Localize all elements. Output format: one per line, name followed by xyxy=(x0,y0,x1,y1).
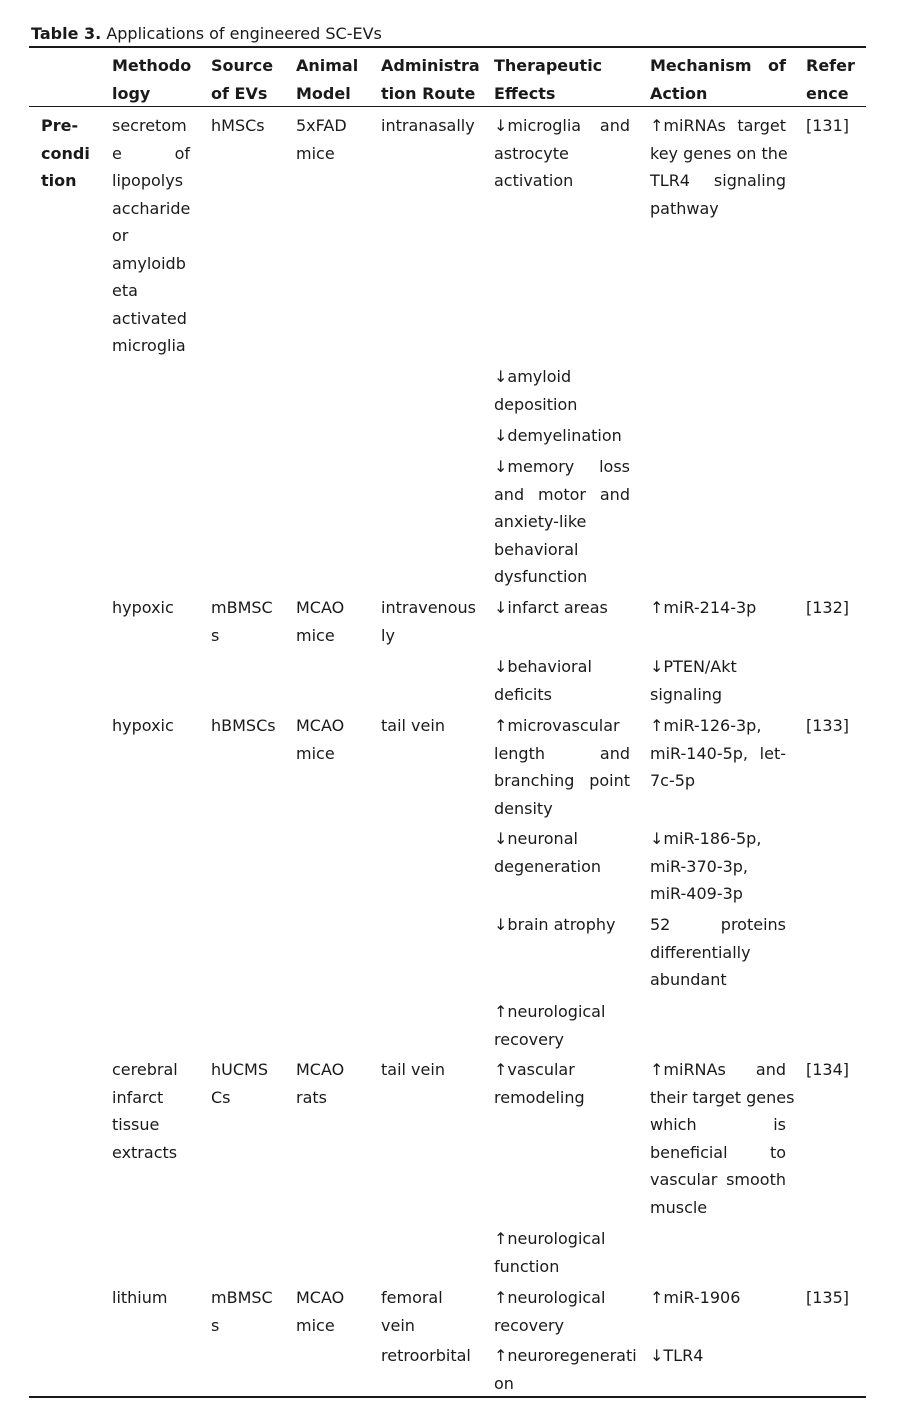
cell-word: point xyxy=(589,771,630,790)
cell-line: tail vein xyxy=(381,1060,445,1079)
cell-line: ↓PTEN/Akt xyxy=(650,657,737,676)
cell-line: Therapeutic xyxy=(494,56,603,75)
cell-word: TLR4 xyxy=(650,171,690,190)
cell-therapeutic-effect xyxy=(494,1342,637,1397)
cell-line xyxy=(494,740,630,768)
cell-line: ↓neuronal xyxy=(494,829,578,848)
cell-word: ↑miRNAs xyxy=(650,1060,726,1079)
cell-therapeutic-effect xyxy=(494,712,630,822)
cell-therapeutic-effect xyxy=(494,453,630,591)
cell-source xyxy=(211,112,279,140)
table-caption-text: Applications of engineered SC-EVs xyxy=(106,24,382,43)
cell-line: intranasally xyxy=(381,116,475,135)
cell-line: MCAO xyxy=(296,598,345,617)
cell-line: ↑miR-126-3p, xyxy=(650,716,762,735)
cell-animal-model xyxy=(296,1056,362,1111)
cell-line: miR-370-3p, xyxy=(650,856,749,876)
cell-line: extracts xyxy=(112,1142,178,1162)
cell-line: or xyxy=(112,226,129,245)
cell-line: hypoxic xyxy=(112,716,174,735)
cell-line: eta xyxy=(112,281,138,300)
cell-line: pathway xyxy=(650,198,719,218)
cell-line: ↓brain atrophy xyxy=(494,915,616,934)
cell-reference: [135] xyxy=(806,1288,850,1307)
cell-therapeutic-effect xyxy=(494,422,630,450)
cell-word: Mechanism xyxy=(650,56,752,75)
cell-line: ↑neuroregenerati xyxy=(494,1346,637,1365)
header-source xyxy=(211,52,279,107)
cell-line: s xyxy=(211,1315,220,1335)
cell-line: secretom xyxy=(112,116,187,135)
cell-line: signaling xyxy=(650,684,723,704)
cell-line xyxy=(112,140,190,168)
cell-line: deficits xyxy=(494,684,552,704)
table-caption xyxy=(31,22,382,46)
cell-line: accharide xyxy=(112,198,191,218)
cell-line: dysfunction xyxy=(494,567,588,586)
cell-animal-model xyxy=(296,594,362,649)
cell-line: ↑neurological xyxy=(494,1002,606,1021)
cell-line: key genes on the xyxy=(650,143,788,163)
cell-line: ↑neurological xyxy=(494,1288,606,1307)
cell-therapeutic-effect xyxy=(494,594,630,622)
cell-line: ↑miR-214-3p xyxy=(650,598,757,617)
cell-line: condi xyxy=(41,143,90,163)
cell-line: MCAO xyxy=(296,716,345,735)
cell-therapeutic-effect xyxy=(494,112,630,195)
cell-line xyxy=(650,52,786,80)
cell-line xyxy=(650,1056,786,1084)
cell-line: Pre- xyxy=(41,116,79,135)
cell-line: tion Route xyxy=(381,83,476,103)
cell-line xyxy=(650,167,786,195)
cell-line: MCAO xyxy=(296,1288,345,1307)
cell-administration-route xyxy=(381,112,477,140)
cell-reference: [131] xyxy=(806,116,850,135)
cell-mechanism xyxy=(650,1284,786,1312)
cell-line: of EVs xyxy=(211,83,268,103)
cell-line: MCAO xyxy=(296,1060,345,1079)
cell-line: ↓amyloid xyxy=(494,367,572,386)
cell-word: length xyxy=(494,743,545,763)
cell-word: beneficial xyxy=(650,1142,728,1162)
cell-word: vascular xyxy=(650,1170,718,1189)
cell-line: ↓miR-186-5p, xyxy=(650,829,762,848)
cell-line: Methodo xyxy=(112,56,192,75)
cell-line: 7c-5p xyxy=(650,771,696,790)
cell-word: target xyxy=(737,116,786,135)
cell-word: ↓memory xyxy=(494,457,575,476)
cell-line: Effects xyxy=(494,83,556,103)
cell-line: ly xyxy=(381,625,395,645)
cell-therapeutic-effect xyxy=(494,825,630,880)
cell-line: miR-409-3p xyxy=(650,884,743,903)
cell-source xyxy=(211,594,279,649)
cell-line: Animal xyxy=(296,56,359,75)
table-caption-label: Table 3. xyxy=(31,24,102,43)
cell-line: Source xyxy=(211,56,274,75)
cell-word: and xyxy=(755,1060,786,1079)
cell-line: their target genes xyxy=(650,1087,795,1107)
cell-therapeutic-effect xyxy=(494,998,630,1053)
cell-administration-route xyxy=(381,594,477,649)
cell-line: mBMSC xyxy=(211,1288,273,1307)
cell-animal-model xyxy=(296,112,362,167)
category-label xyxy=(41,112,89,195)
cell-line: recovery xyxy=(494,1029,565,1049)
cell-word: proteins xyxy=(720,915,786,934)
cell-line: remodeling xyxy=(494,1087,585,1107)
cell-reference: [132] xyxy=(806,598,850,617)
cell-line: ↑microvascular xyxy=(494,716,620,735)
cell-line: ↑neurological xyxy=(494,1229,606,1248)
cell-word: signaling xyxy=(713,171,786,190)
cell-line: s xyxy=(211,625,220,645)
header-therapeutic-effects xyxy=(494,52,630,107)
cell-line: astrocyte xyxy=(494,143,569,163)
cell-line: microglia xyxy=(112,336,186,355)
cell-animal-model xyxy=(296,712,362,767)
cell-line: logy xyxy=(112,83,151,103)
cell-mechanism xyxy=(650,1342,786,1370)
cell-methodology xyxy=(112,594,190,622)
cell-animal-model xyxy=(296,1284,362,1339)
cell-line: ↓demyelination xyxy=(494,426,622,445)
header-administration-route xyxy=(381,52,480,107)
cell-line: vein xyxy=(381,1315,415,1335)
cell-administration-route xyxy=(381,712,477,740)
cell-mechanism xyxy=(650,825,786,908)
cell-line xyxy=(494,767,630,795)
cell-line: activated xyxy=(112,308,187,328)
cell-mechanism xyxy=(650,1056,795,1221)
cell-line xyxy=(650,911,786,939)
cell-line xyxy=(650,1111,786,1139)
cell-line: mice xyxy=(296,625,335,645)
cell-line xyxy=(494,481,630,509)
cell-word: branching xyxy=(494,771,575,790)
cell-word: ↓microglia xyxy=(494,116,582,135)
cell-line xyxy=(650,1139,786,1167)
cell-line: ↓behavioral xyxy=(494,657,592,676)
cell-line: hypoxic xyxy=(112,598,174,617)
cell-line: tion xyxy=(41,171,77,190)
cell-line xyxy=(494,112,630,140)
cell-methodology xyxy=(112,712,190,740)
cell-word: of xyxy=(768,56,786,75)
cell-administration-route xyxy=(381,1056,477,1084)
table-bottom-rule xyxy=(29,1396,866,1398)
cell-line: ence xyxy=(806,83,849,103)
cell-word: smooth xyxy=(726,1170,786,1189)
cell-line: amyloidb xyxy=(112,253,186,273)
cell-therapeutic-effect xyxy=(494,363,630,418)
cell-reference: [134] xyxy=(806,1060,850,1079)
cell-word: loss xyxy=(599,457,630,476)
cell-line: Cs xyxy=(211,1087,231,1107)
cell-line: hMSCs xyxy=(211,116,265,135)
cell-word: to xyxy=(769,1142,786,1162)
cell-line: degeneration xyxy=(494,856,602,876)
cell-reference: [133] xyxy=(806,716,850,735)
cell-mechanism xyxy=(650,653,786,708)
cell-line: rats xyxy=(296,1087,327,1107)
cell-line: ↑vascular xyxy=(494,1060,575,1079)
cell-source xyxy=(211,712,279,740)
cell-line xyxy=(650,112,786,140)
cell-line: ↓TLR4 xyxy=(650,1346,704,1365)
cell-line: mice xyxy=(296,143,335,163)
header-reference xyxy=(806,52,856,107)
cell-line: activation xyxy=(494,171,574,190)
cell-line: hBMSCs xyxy=(211,716,276,735)
cell-line: infarct xyxy=(112,1087,164,1107)
header-mechanism xyxy=(650,52,786,107)
cell-word: let- xyxy=(759,743,786,763)
cell-administration-route xyxy=(381,1342,477,1370)
cell-line: mBMSC xyxy=(211,598,273,617)
cell-word: is xyxy=(773,1115,786,1134)
cell-methodology xyxy=(112,1284,190,1312)
cell-word: miR-140-5p, xyxy=(650,743,749,763)
table-top-rule xyxy=(29,46,866,48)
cell-line: ↓infarct areas xyxy=(494,598,608,617)
cell-line: hUCMS xyxy=(211,1060,268,1079)
cell-line: lipopolys xyxy=(112,171,184,190)
cell-line: on xyxy=(494,1373,514,1393)
cell-line: Model xyxy=(296,83,351,103)
cell-word: and xyxy=(599,743,630,763)
cell-line: function xyxy=(494,1256,560,1276)
cell-line: retroorbital xyxy=(381,1346,471,1365)
cell-line xyxy=(650,1166,786,1194)
cell-mechanism xyxy=(650,911,786,994)
cell-therapeutic-effect xyxy=(494,653,630,708)
cell-therapeutic-effect xyxy=(494,911,630,939)
cell-line: behavioral xyxy=(494,539,579,559)
cell-line: Action xyxy=(650,83,708,103)
cell-line: 5xFAD xyxy=(296,116,347,135)
cell-mechanism xyxy=(650,712,786,795)
cell-line: muscle xyxy=(650,1197,708,1217)
cell-source xyxy=(211,1056,279,1111)
cell-line: lithium xyxy=(112,1288,168,1307)
cell-line: mice xyxy=(296,1315,335,1335)
cell-word: and xyxy=(494,484,525,504)
cell-mechanism xyxy=(650,594,786,622)
cell-word: motor xyxy=(537,484,586,504)
cell-line: abundant xyxy=(650,970,727,989)
cell-line: cerebral xyxy=(112,1060,178,1079)
cell-methodology xyxy=(112,112,190,360)
cell-word: and xyxy=(599,116,630,135)
cell-line: Refer xyxy=(806,56,855,75)
cell-line: recovery xyxy=(494,1315,565,1335)
cell-methodology xyxy=(112,1056,190,1166)
cell-word: ↑miRNAs xyxy=(650,116,726,135)
cell-source xyxy=(211,1284,279,1339)
cell-line: intravenous xyxy=(381,598,476,617)
cell-line: ↑miR-1906 xyxy=(650,1288,741,1307)
cell-therapeutic-effect xyxy=(494,1225,630,1280)
cell-line: Administra xyxy=(381,56,480,75)
cell-line: differentially xyxy=(650,942,751,962)
header-animal-model xyxy=(296,52,362,107)
cell-line xyxy=(650,740,786,768)
cell-administration-route xyxy=(381,1284,477,1339)
cell-word: e xyxy=(112,143,122,163)
cell-therapeutic-effect xyxy=(494,1056,630,1111)
cell-line: deposition xyxy=(494,394,578,414)
cell-line xyxy=(494,453,630,481)
cell-line: density xyxy=(494,798,553,818)
header-methodology xyxy=(112,52,190,107)
cell-word: and xyxy=(599,484,630,504)
cell-line: tail vein xyxy=(381,716,445,735)
cell-therapeutic-effect xyxy=(494,1284,630,1339)
cell-line: femoral xyxy=(381,1288,443,1307)
cell-word: of xyxy=(174,143,190,163)
cell-line: anxiety-like xyxy=(494,512,587,531)
cell-line: tissue xyxy=(112,1115,160,1134)
cell-word: 52 xyxy=(650,915,671,934)
cell-line: mice xyxy=(296,743,335,763)
cell-mechanism xyxy=(650,112,786,222)
cell-word: which xyxy=(650,1115,697,1134)
